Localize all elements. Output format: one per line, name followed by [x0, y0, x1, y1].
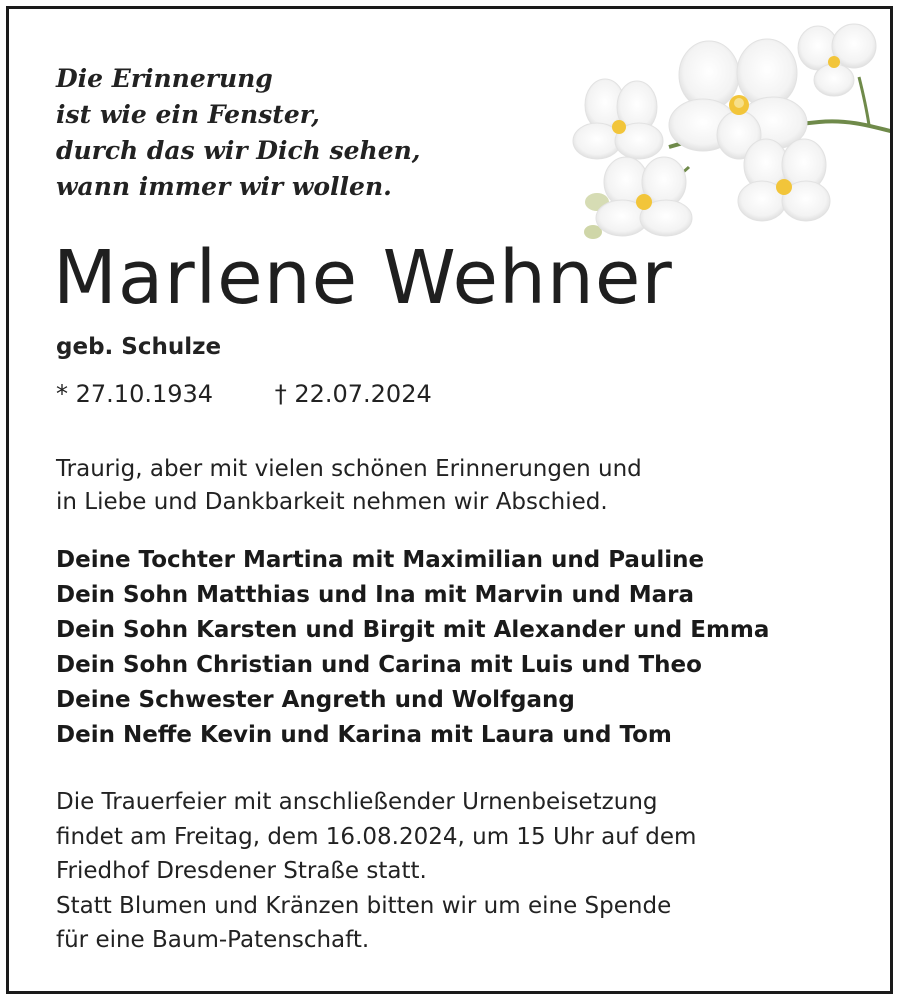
death-date: † 22.07.2024 — [274, 380, 432, 408]
funeral-line: Die Trauerfeier mit anschließender Urnenbeisetzung — [56, 789, 658, 815]
funeral-line: Friedhof Dresdener Straße statt. — [56, 858, 427, 884]
life-dates — [56, 377, 432, 411]
farewell-line: in Liebe und Dankbarkeit nehmen wir Abschied. — [56, 489, 608, 515]
mourner-line: Dein Sohn Matthias und Ina mit Marvin und Mara — [56, 582, 694, 608]
farewell-line: Traurig, aber mit vielen schönen Erinnerungen und — [56, 456, 642, 482]
mourner-line: Dein Sohn Karsten und Birgit mit Alexander und Emma — [56, 617, 770, 643]
farewell-text — [56, 453, 642, 519]
memorial-quote — [56, 61, 421, 205]
quote-line: durch das wir Dich sehen, — [56, 136, 421, 165]
mourner-line: Dein Neffe Kevin und Karina mit Laura und Tom — [56, 722, 672, 748]
birth-date: * 27.10.1934 — [56, 380, 214, 408]
funeral-line: findet am Freitag, dem 16.08.2024, um 15 Uhr auf dem — [56, 823, 697, 850]
quote-line: Die Erinnerung — [56, 64, 273, 93]
mourners-list — [56, 543, 769, 753]
orchid-flower-icon — [569, 17, 893, 257]
obituary-notice — [6, 6, 893, 994]
mourner-line: Deine Schwester Angreth und Wolfgang — [56, 687, 575, 713]
funeral-line: für eine Baum-Patenschaft. — [56, 927, 370, 953]
funeral-details — [56, 785, 696, 958]
quote-line: wann immer wir wollen. — [56, 172, 392, 201]
funeral-line: Statt Blumen und Kränzen bitten wir um eine Spende — [56, 892, 672, 919]
mourner-line: Deine Tochter Martina mit Maximilian und Pauline — [56, 547, 705, 573]
mourner-line: Dein Sohn Christian und Carina mit Luis und Theo — [56, 652, 702, 678]
quote-line: ist wie ein Fenster, — [56, 100, 320, 129]
deceased-name: Marlene Wehner — [53, 235, 673, 321]
maiden-name: geb. Schulze — [56, 334, 222, 360]
